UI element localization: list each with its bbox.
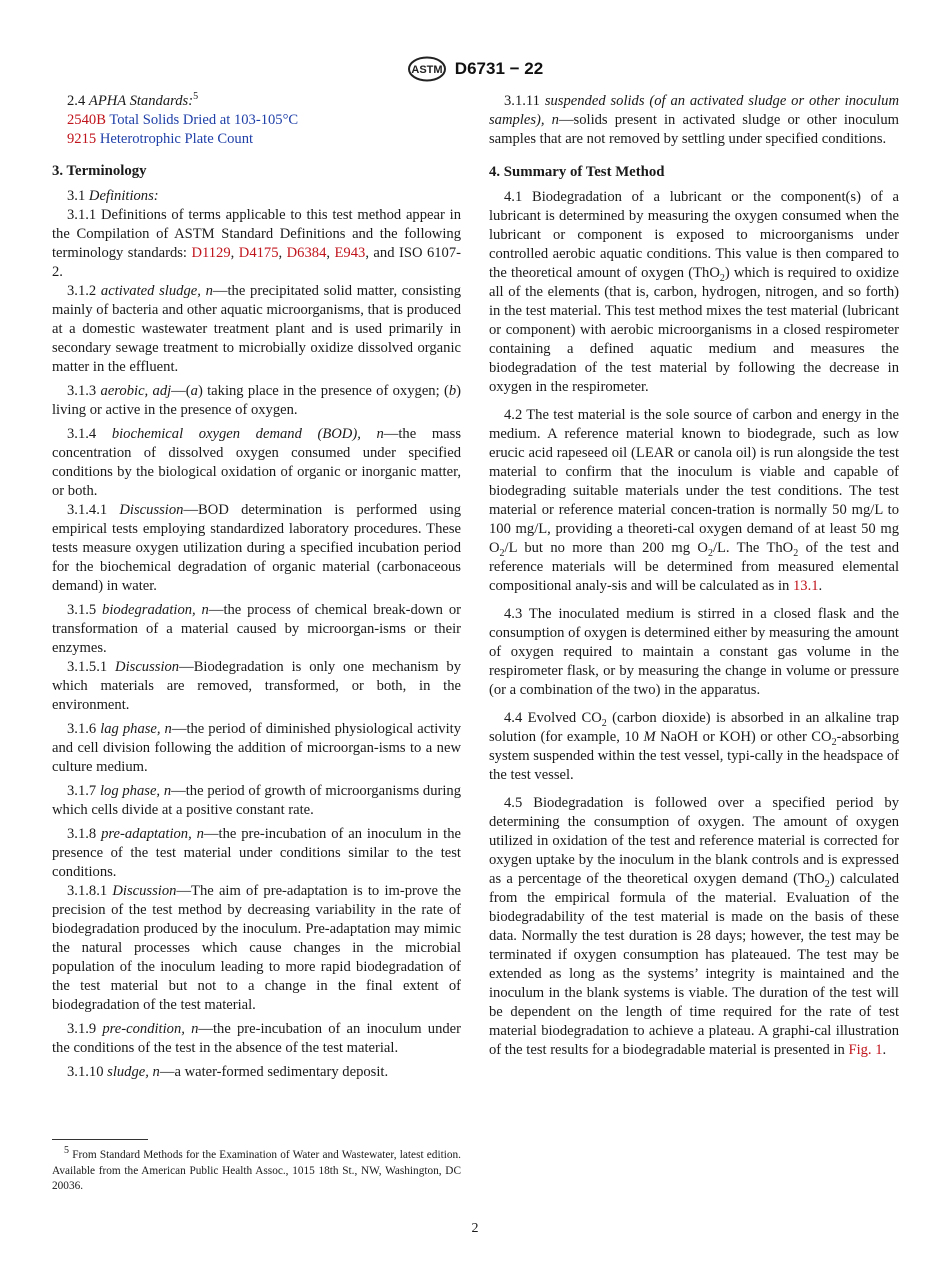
link-d6384[interactable]: D6384 xyxy=(286,245,327,261)
svg-text:ASTM: ASTM xyxy=(411,64,443,76)
definition-sludge: 3.1.10 sludge, n—a water-formed sedimentary deposit. xyxy=(67,1064,389,1080)
definition-bod: 3.1.4 biochemical oxygen demand (BOD), n—the mass concentration of dissolved oxygen consumed under specified conditions by the biological oxidation of organic or inorganic matter, or both. xyxy=(52,426,462,499)
definition-lag-phase: 3.1.6 lag phase, n—the period of diminished physiological activity and cell division following the addition of microorgan-isms to a new culture medium. xyxy=(52,721,461,775)
terminology-heading: 3. Terminology xyxy=(52,163,147,179)
link-d1129[interactable]: D1129 xyxy=(191,245,231,261)
discussion-pre-adaptation: 3.1.8.1 Discussion—The aim of pre-adaptation is to im-prove the precision of the test method by decreasing variability in the rate of biodegradation produced by the inoculum. Pre-adaptation may mimic the natural processes which cause changes in the microbial population of the inoculum leading to more rapid biodegradation of the test material but not to a change in the final extent of biodegradation of the test material. xyxy=(52,883,461,1013)
definition-biodegradation: 3.1.5 biodegradation, n—the process of chemical break-down or transformation of a material caused by microorgan-isms or their enzymes. xyxy=(52,602,461,656)
definition-activated-sludge: 3.1.2 activated sludge, n—the precipitated solid matter, consisting mainly of bacteria and other aquatic microorganisms, that is produced at a domestic wastewater treatment plant and is used primarily in secondary sewage treatment to microbially oxidize dissolved organic matter in the effluent. xyxy=(52,283,461,375)
reference-9215[interactable]: 9215 Heterotrophic Plate Count xyxy=(67,131,254,147)
definition-3-1-1: 3.1.1 Definitions of terms applicable to this test method appear in the Compilation of ASTM Standard Definitions and the following terminology standards: D1129, D4175, D6384, E943, and ISO 6107-2. xyxy=(52,207,462,280)
page-header xyxy=(0,54,950,84)
definitions-label: 3.1 Definitions: xyxy=(67,188,159,204)
left-column xyxy=(52,92,461,1082)
apha-standards: 2.4 APHA Standards:$^5$ xyxy=(67,91,199,109)
discussion-bod: 3.1.4.1 Discussion—BOD determination is performed using empirical tests employing standardized laboratory procedures. These tests measure oxygen utilization during a specified incubation period for the biochemical degradation of organic material (carbonaceous demand) in water. xyxy=(52,502,461,594)
document-code: D6731 − 22 xyxy=(454,59,544,78)
right-column xyxy=(489,92,899,1060)
paragraph-4-1: 4.1 Biodegradation of a lubricant or the component(s) of a lubricant is determined by measuring the oxygen consumed when the lubricant or component is exposed to microorganisms under controlled aerobic aquatic conditions. This value is then compared to the theoretical amount of oxygen (ThO$_2$) which is required to oxidize all of the elements (that is, carbon, hydrogen, nitrogen, and so forth) in the test material. This test method mixes the test material (lubricant or component) with aerobic microorganisms in a closed respirometer containing a defined aquatic medium and measures the biodegradation of the test material by following the decrease in oxygen in the respirometer. xyxy=(489,189,899,395)
definition-log-phase: 3.1.7 log phase, n—the period of growth of microorganisms during which cells divide at a positive constant rate. xyxy=(52,783,461,818)
link-e943[interactable]: E943 xyxy=(334,245,366,261)
link-13-1[interactable]: 13.1 xyxy=(792,578,819,594)
paragraph-4-2: 4.2 The test material is the sole source of carbon and energy in the medium. A reference material known to biodegrade, such as low erucic acid rapeseed oil (LEAR or canola oil) is run alongside the test material to confirm that the inoculum is viable and capable of biodegrading suitable materials under the test conditions. The test material or reference material concen-tration is normally 50 mg/L to 100 mg/L, providing a theoreti-cal oxygen demand of at least 50 mg $O_2/L$ but no more than 200 mg $O_2/L$. The ThO$_2$ of the test and reference materials will be determined from measured elemental compositional analy-sis and will be calculated as in 13.1. xyxy=(489,407,899,594)
link-fig-1[interactable]: Fig. 1 xyxy=(848,1042,883,1058)
definition-aerobic: 3.1.3 aerobic, adj—(a) taking place in the presence of oxygen; (b) living or active in the presence of oxygen. xyxy=(52,383,461,418)
page-number: 2 xyxy=(471,1221,479,1236)
discussion-biodegradation: 3.1.5.1 Discussion—Biodegradation is only one mechanism by which materials are removed, transformed, or both, in the environment. xyxy=(52,659,461,713)
definition-pre-adaptation: 3.1.8 pre-adaptation, n—the pre-incubation of an inoculum in the presence of the test material under conditions similar to the test conditions. xyxy=(52,826,461,880)
astm-logo-icon xyxy=(407,56,447,82)
definition-pre-condition: 3.1.9 pre-condition, n—the pre-incubation of an inoculum under the conditions of the test in the absence of the test material. xyxy=(52,1021,461,1056)
paragraph-4-5: 4.5 Biodegradation is followed over a specified period by determining the consumption of oxygen. The amount of oxygen utilized in oxidation of the test and reference material is corrected for oxygen uptake by the inoculum in the blank controls and is expressed as a percentage of the theoretical oxygen demand (ThO$_2$) calculated from the empirical formula of the material. Evaluation of the biodegradability of the test material is made on the basis of these data. Normally the test duration is 28 days; however, the test may be terminated if oxygen consumption has plateaued. The test may be extended as long as the systems’ integrity is maintained and the inoculum in the blank systems is viable. The duration of the test will be dependent on the length of time required for the rate of test material biodegradation to achieve a plateau. A graphi-cal illustration of the test results for a biodegradable material is presented in Fig. 1. xyxy=(489,795,899,1058)
reference-2540b[interactable]: 2540B Total Solids Dried at 103-105°C xyxy=(67,112,299,128)
paragraph-4-3: 4.3 The inoculated medium is stirred in a closed flask and the consumption of oxygen is determined either by measuring the amount of oxygen required to maintain a constant gas volume in the respirometer flask, or by measuring the change in volume or pressure (or a combination of the two) in the apparatus. xyxy=(489,606,899,698)
footnote-5: $^5$ From Standard Methods for the Examination of Water and Wastewater, latest edition. Available from the American Public Health Assoc., 1015 18th St., NW, Washington, DC 20036. xyxy=(52,1145,461,1192)
link-d4175[interactable]: D4175 xyxy=(238,245,279,261)
summary-heading: 4. Summary of Test Method xyxy=(489,164,665,180)
definition-suspended-solids: 3.1.11 suspended solids (of an activated sludge or other inoculum samples), n—solids present in activated sludge or other inoculum samples that are not removed by settling under specified conditions. xyxy=(489,93,899,147)
footnote-divider xyxy=(52,1139,148,1140)
paragraph-4-4: 4.4 Evolved $CO_2$ (carbon dioxide) is absorbed in an alkaline trap solution (for example, 10 M NaOH or KOH) or other $CO_2$-absorbing system suspended within the test vessel, typi-cally in the headspace of the test vessel. xyxy=(489,710,899,783)
